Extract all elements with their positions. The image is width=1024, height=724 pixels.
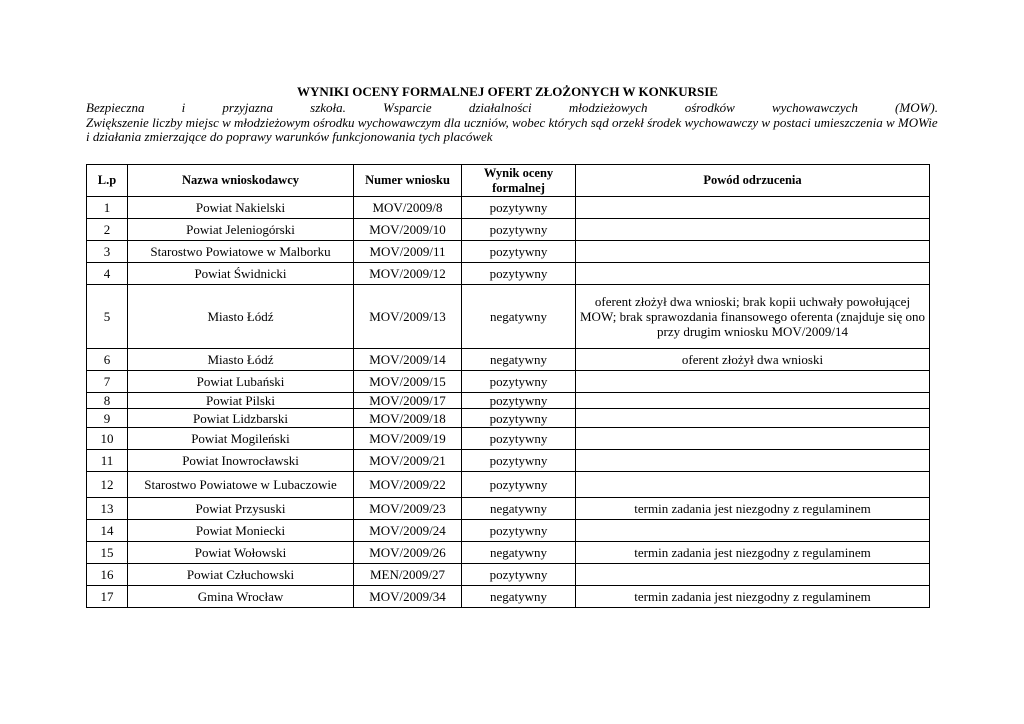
header-number: Numer wniosku: [354, 165, 462, 197]
cell-name: Powiat Nakielski: [128, 197, 354, 219]
cell-name: Powiat Moniecki: [128, 520, 354, 542]
document-subtitle: [86, 101, 938, 145]
cell-reason: [576, 393, 930, 409]
cell-name: Powiat Wołowski: [128, 542, 354, 564]
cell-lp: 1: [87, 197, 128, 219]
cell-number: MEN/2009/27: [354, 564, 462, 586]
cell-reason: termin zadania jest niezgodny z regulaminem: [576, 542, 930, 564]
cell-lp: 6: [87, 349, 128, 371]
cell-reason: [576, 263, 930, 285]
table-row: [87, 542, 930, 564]
cell-lp: 4: [87, 263, 128, 285]
cell-number: MOV/2009/17: [354, 393, 462, 409]
cell-name: Powiat Przysuski: [128, 498, 354, 520]
table-row: [87, 371, 930, 393]
cell-name: Powiat Inowrocławski: [128, 450, 354, 472]
table-row: [87, 472, 930, 498]
cell-result: pozytywny: [462, 428, 576, 450]
cell-reason: oferent złożył dwa wnioski: [576, 349, 930, 371]
table-row: [87, 219, 930, 241]
table-row: [87, 450, 930, 472]
cell-lp: 10: [87, 428, 128, 450]
cell-number: MOV/2009/14: [354, 349, 462, 371]
header-result: Wynik oceny formalnej: [462, 165, 576, 197]
cell-result: negatywny: [462, 285, 576, 349]
header-name: Nazwa wnioskodawcy: [128, 165, 354, 197]
header-reason: Powód odrzucenia: [576, 165, 930, 197]
cell-lp: 13: [87, 498, 128, 520]
table-row: [87, 428, 930, 450]
cell-lp: 5: [87, 285, 128, 349]
cell-result: pozytywny: [462, 371, 576, 393]
cell-name: Starostwo Powiatowe w Malborku: [128, 241, 354, 263]
subtitle-line-2: Zwiększenie liczby miejsc w młodzieżowym ośrodku wychowawczym dla uczniów, wobec których sąd orzekł środek wychowawczy w postaci umieszczenia w MOWie i działania zmierzające do poprawy warunków funkcjonowania tych placówek: [86, 114, 938, 144]
cell-number: MOV/2009/15: [354, 371, 462, 393]
header-row: [87, 165, 930, 197]
cell-number: MOV/2009/21: [354, 450, 462, 472]
cell-number: MOV/2009/11: [354, 241, 462, 263]
cell-reason: [576, 520, 930, 542]
cell-reason: [576, 197, 930, 219]
cell-number: MOV/2009/18: [354, 409, 462, 428]
cell-number: MOV/2009/8: [354, 197, 462, 219]
cell-reason: termin zadania jest niezgodny z regulaminem: [576, 586, 930, 608]
cell-reason: [576, 371, 930, 393]
cell-reason: [576, 428, 930, 450]
table-row: [87, 564, 930, 586]
cell-name: Powiat Jeleniogórski: [128, 219, 354, 241]
document-title: WYNIKI OCENY FORMALNEJ OFERT ZŁOŻONYCH W KONKURSIE: [297, 84, 718, 99]
cell-reason: [576, 409, 930, 428]
cell-name: Powiat Mogileński: [128, 428, 354, 450]
cell-lp: 16: [87, 564, 128, 586]
results-table: [86, 164, 930, 608]
cell-number: MOV/2009/23: [354, 498, 462, 520]
cell-lp: 3: [87, 241, 128, 263]
cell-name: Powiat Lubański: [128, 371, 354, 393]
cell-lp: 14: [87, 520, 128, 542]
cell-result: pozytywny: [462, 450, 576, 472]
cell-lp: 8: [87, 393, 128, 409]
cell-result: negatywny: [462, 498, 576, 520]
table-row: [87, 498, 930, 520]
cell-name: Powiat Świdnicki: [128, 263, 354, 285]
cell-lp: 17: [87, 586, 128, 608]
cell-name: Powiat Pilski: [128, 393, 354, 409]
cell-reason: [576, 472, 930, 498]
cell-result: pozytywny: [462, 520, 576, 542]
cell-reason: [576, 450, 930, 472]
table-row: [87, 263, 930, 285]
cell-result: negatywny: [462, 586, 576, 608]
cell-result: pozytywny: [462, 564, 576, 586]
cell-number: MOV/2009/13: [354, 285, 462, 349]
table-row: [87, 409, 930, 428]
cell-result: pozytywny: [462, 393, 576, 409]
cell-name: Miasto Łódź: [128, 349, 354, 371]
table-row: [87, 285, 930, 349]
table-row: [87, 349, 930, 371]
cell-result: pozytywny: [462, 472, 576, 498]
cell-result: pozytywny: [462, 409, 576, 428]
cell-result: negatywny: [462, 349, 576, 371]
cell-reason: [576, 564, 930, 586]
cell-lp: 11: [87, 450, 128, 472]
cell-reason: oferent złożył dwa wnioski; brak kopii uchwały powołującej MOW; brak sprawozdania finansowego oferenta (znajduje się ono przy drugim wniosku MOV/2009/14: [576, 285, 930, 349]
table-row: [87, 197, 930, 219]
cell-number: MOV/2009/12: [354, 263, 462, 285]
cell-name: Powiat Człuchowski: [128, 564, 354, 586]
cell-reason: [576, 219, 930, 241]
table-row: [87, 241, 930, 263]
table-row: [87, 520, 930, 542]
cell-lp: 15: [87, 542, 128, 564]
cell-result: pozytywny: [462, 219, 576, 241]
cell-name: Starostwo Powiatowe w Lubaczowie: [128, 472, 354, 498]
cell-lp: 2: [87, 219, 128, 241]
cell-lp: 9: [87, 409, 128, 428]
subtitle-line-1: Bezpieczna i przyjazna szkoła. Wsparcie działalności młodzieżowych ośrodków wychowawczych (MOW).: [86, 100, 938, 115]
table-row: [87, 586, 930, 608]
cell-number: MOV/2009/34: [354, 586, 462, 608]
cell-lp: 12: [87, 472, 128, 498]
cell-number: MOV/2009/22: [354, 472, 462, 498]
cell-name: Miasto Łódź: [128, 285, 354, 349]
cell-result: pozytywny: [462, 263, 576, 285]
cell-number: MOV/2009/19: [354, 428, 462, 450]
cell-result: pozytywny: [462, 241, 576, 263]
cell-result: pozytywny: [462, 197, 576, 219]
cell-lp: 7: [87, 371, 128, 393]
table-row: [87, 393, 930, 409]
cell-number: MOV/2009/10: [354, 219, 462, 241]
cell-name: Powiat Lidzbarski: [128, 409, 354, 428]
cell-reason: termin zadania jest niezgodny z regulaminem: [576, 498, 930, 520]
header-lp: L.p: [87, 165, 128, 197]
cell-reason: [576, 241, 930, 263]
table-body: [87, 197, 930, 608]
cell-name: Gmina Wrocław: [128, 586, 354, 608]
cell-number: MOV/2009/26: [354, 542, 462, 564]
cell-result: negatywny: [462, 542, 576, 564]
cell-number: MOV/2009/24: [354, 520, 462, 542]
